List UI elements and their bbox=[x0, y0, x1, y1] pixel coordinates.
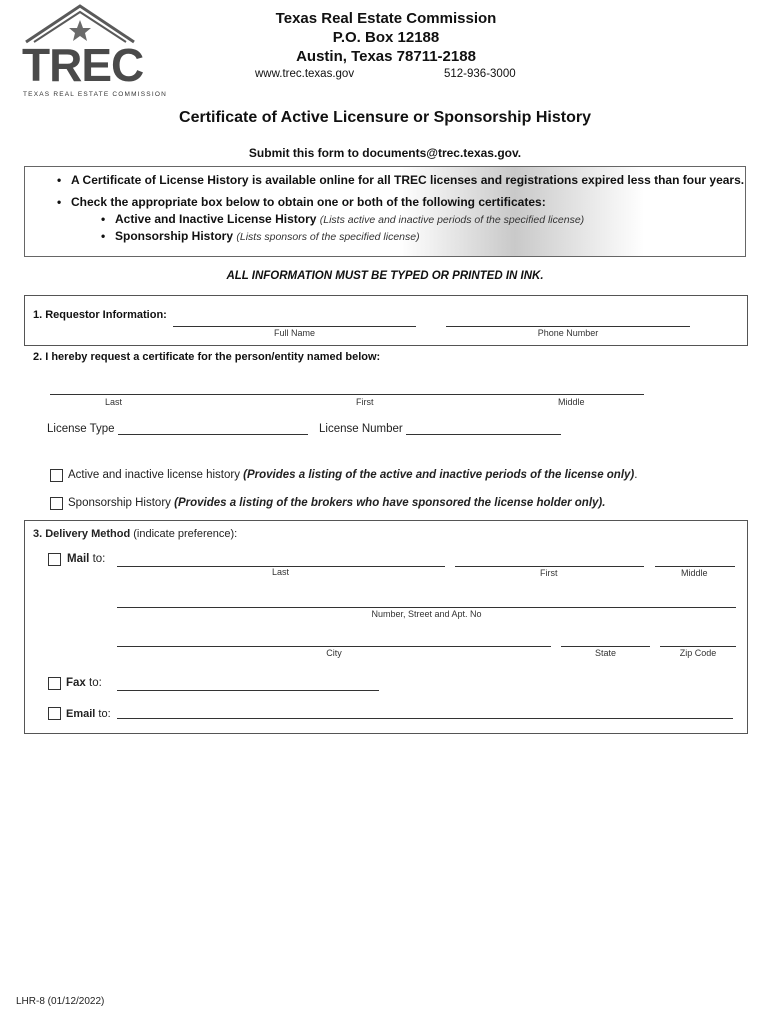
star-icon bbox=[69, 20, 91, 41]
info-sub-bullet-1: • Active and Inactive License History (Lists active and inactive periods of the specified license) bbox=[101, 212, 585, 226]
logo-text: TREC bbox=[22, 39, 144, 91]
submit-instructions: Submit this form to documents@trec.texas.gov. bbox=[248, 146, 522, 160]
org-address1: P.O. Box 12188 bbox=[332, 29, 440, 46]
license-number-field[interactable] bbox=[406, 434, 561, 435]
mail-first-field[interactable] bbox=[455, 566, 644, 567]
page-title: Certificate of Active Licensure or Sponsorship History bbox=[179, 109, 591, 126]
mail-checkbox[interactable] bbox=[48, 553, 61, 566]
email-checkbox[interactable] bbox=[48, 707, 61, 720]
sponsorship-history-checkbox[interactable] bbox=[50, 497, 63, 510]
license-type-field[interactable] bbox=[118, 434, 308, 435]
license-type-label: License Type bbox=[47, 423, 115, 435]
org-address2: Austin, Texas 78711-2188 bbox=[296, 48, 476, 65]
mail-first-caption: First bbox=[540, 568, 558, 578]
email-label: Email to: bbox=[66, 708, 111, 720]
state-caption: State bbox=[594, 648, 616, 658]
ink-notice: ALL INFORMATION MUST BE TYPED OR PRINTED IN INK. bbox=[226, 270, 544, 282]
last-caption: Last bbox=[105, 397, 123, 407]
info-box bbox=[24, 166, 746, 257]
section3-title: 3. Delivery Method (indicate preference): bbox=[33, 528, 238, 540]
org-website[interactable]: www.trec.texas.gov bbox=[255, 68, 355, 80]
fax-checkbox[interactable] bbox=[48, 677, 61, 690]
state-field[interactable] bbox=[561, 646, 650, 647]
mail-label: Mail to: bbox=[67, 553, 106, 565]
city-caption: City bbox=[326, 648, 342, 658]
info-bullet-1: • A Certificate of License History is available online for all TREC licenses and registrations expired less than four years. bbox=[57, 173, 745, 187]
active-history-checkbox[interactable] bbox=[50, 469, 63, 482]
phone-number-field[interactable] bbox=[446, 326, 690, 327]
org-phone: 512-936-3000 bbox=[444, 68, 516, 80]
name-field[interactable] bbox=[50, 394, 644, 395]
logo-subtext: TEXAS REAL ESTATE COMMISSION bbox=[23, 91, 167, 98]
section2-title: 2. I hereby request a certificate for the person/entity named below: bbox=[33, 351, 381, 363]
fax-label: Fax to: bbox=[66, 677, 102, 689]
mail-middle-caption: Middle bbox=[681, 568, 708, 578]
form-id-footer: LHR-8 (01/12/2022) bbox=[16, 996, 105, 1007]
fax-field[interactable] bbox=[117, 690, 379, 691]
license-number-label: License Number bbox=[319, 423, 403, 435]
section-delivery bbox=[24, 520, 748, 734]
first-caption: First bbox=[356, 397, 374, 407]
info-bullet-2: • Check the appropriate box below to obtain one or both of the following certificates: bbox=[57, 195, 546, 209]
info-sub-bullet-2: • Sponsorship History (Lists sponsors of the specified license) bbox=[101, 229, 420, 243]
org-name: Texas Real Estate Commission bbox=[275, 10, 497, 27]
mail-last-caption: Last bbox=[272, 567, 290, 577]
city-field[interactable] bbox=[117, 646, 551, 647]
section1-title: 1. Requestor Information: bbox=[33, 309, 167, 321]
email-field[interactable] bbox=[117, 718, 733, 719]
street-field[interactable] bbox=[117, 607, 736, 608]
phone-number-caption: Phone Number bbox=[537, 328, 599, 338]
middle-caption: Middle bbox=[558, 397, 585, 407]
full-name-caption: Full Name bbox=[273, 328, 315, 338]
zip-field[interactable] bbox=[660, 646, 736, 647]
active-history-label: Active and inactive license history (Provides a listing of the active and inactive periods of the license only). bbox=[68, 469, 638, 481]
mail-middle-field[interactable] bbox=[655, 566, 735, 567]
zip-caption: Zip Code bbox=[679, 648, 717, 658]
full-name-field[interactable] bbox=[173, 326, 416, 327]
street-caption: Number, Street and Apt. No bbox=[371, 609, 482, 619]
sponsorship-history-label: Sponsorship History (Provides a listing of the brokers who have sponsored the license holder only). bbox=[68, 497, 606, 509]
